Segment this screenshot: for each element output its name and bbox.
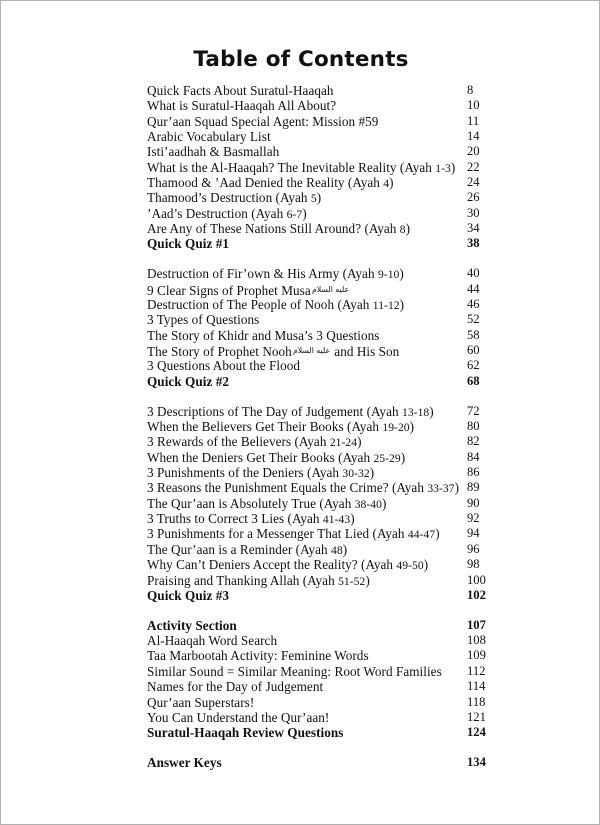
toc-entry-label: 3 Truths to Correct 3 Lies (Ayah 41-43) [147, 511, 355, 527]
toc-entry[interactable] [147, 542, 539, 557]
toc-entry[interactable] [147, 312, 539, 327]
toc-entry[interactable] [147, 266, 539, 281]
ayah-number: 25-29 [373, 451, 401, 465]
ayah-number: 30-32 [342, 467, 370, 481]
toc-entry-page-number: 114 [467, 679, 486, 694]
toc-entry-label: 9 Clear Signs of Prophet Musaعليه السلام [147, 282, 349, 298]
toc-entry[interactable] [147, 297, 539, 312]
toc-entry-page-number: 24 [467, 175, 480, 190]
toc-entry[interactable] [147, 343, 539, 358]
toc-entry-page-number: 80 [467, 419, 480, 434]
toc-entry-label: Names for the Day of Judgement [147, 679, 324, 695]
toc-entry[interactable] [147, 496, 539, 511]
toc-section [147, 83, 539, 252]
toc-entry-label: Quick Quiz #3 [147, 587, 229, 603]
toc-entry[interactable] [147, 419, 539, 434]
toc-entry[interactable] [147, 221, 539, 236]
toc-entry-label: What is the Al-Haaqah? The Inevitable Reality (Ayah 1-3) [147, 159, 456, 175]
toc-entry[interactable] [147, 160, 539, 175]
toc-entry-label: 3 Punishments for a Messenger That Lied (Ayah 44-47) [147, 526, 440, 542]
toc-entry-page-number: 30 [467, 205, 480, 220]
ayah-number: 41-43 [322, 513, 351, 527]
toc-entry-page-number: 100 [467, 572, 486, 587]
toc-entry-label: Taa Marbootah Activity: Feminine Words [147, 648, 369, 664]
toc-entry-label: Answer Keys [147, 755, 222, 771]
toc-entry-page-number: 26 [467, 190, 480, 205]
toc-section [147, 404, 539, 603]
toc-entry[interactable] [147, 710, 539, 725]
ayah-number: 51-52 [338, 574, 366, 588]
toc-entry[interactable] [147, 374, 539, 389]
toc-entry-page-number: 40 [467, 266, 480, 281]
toc-entry-label: 3 Reasons the Punishment Equals the Crime? (Ayah 33-37) [147, 480, 460, 496]
toc-entry[interactable] [147, 190, 539, 205]
ayah-number: 33-37 [427, 482, 455, 496]
toc-entry-label: Why Can’t Deniers Accept the Reality? (Ayah 49-50) [147, 557, 429, 573]
toc-entry-page-number: 38 [467, 236, 480, 251]
toc-entry-label: You Can Understand the Qur’aan! [147, 709, 330, 725]
toc-entry-label: Suratul-Haaqah Review Questions [147, 725, 344, 741]
toc-entry-page-number: 118 [467, 694, 486, 709]
toc-entry[interactable] [147, 98, 539, 113]
toc-entry-page-number: 90 [467, 495, 480, 510]
toc-entry-page-number: 44 [467, 281, 480, 296]
toc-entry-label: Destruction of Fir’own & His Army (Ayah 9-10) [147, 266, 404, 282]
page-title: Table of Contents [193, 47, 409, 72]
toc-entry-page-number: 112 [467, 663, 486, 678]
toc-entry[interactable] [147, 114, 539, 129]
toc-entry[interactable] [147, 83, 539, 98]
toc-entry-label: 3 Types of Questions [147, 312, 260, 328]
toc-entry-label: When the Deniers Get Their Books (Ayah 25-29) [147, 449, 406, 465]
ayah-number: 9-10 [377, 268, 400, 282]
toc-entry[interactable] [147, 695, 539, 710]
toc-entry[interactable] [147, 328, 539, 343]
toc-entry-label: Arabic Vocabulary List [147, 129, 271, 145]
toc-entry-label: ’Aad’s Destruction (Ayah 6-7) [147, 205, 307, 221]
toc-entry-page-number: 134 [467, 755, 486, 770]
toc-entry-page-number: 86 [467, 465, 480, 480]
toc-entry-page-number: 107 [467, 617, 486, 632]
toc-entry-label: Al-Haaqah Word Search [147, 633, 278, 649]
toc-entry-page-number: 84 [467, 449, 480, 464]
toc-entry-page-number: 92 [467, 511, 480, 526]
toc-entry[interactable] [147, 404, 539, 419]
ayah-number: 6-7 [286, 207, 303, 221]
toc-entry[interactable] [147, 236, 539, 251]
toc-entry-page-number: 14 [467, 129, 480, 144]
toc-entry-page-number: 89 [467, 480, 480, 495]
toc-entry-label: The Qur’aan is Absolutely True (Ayah 38-40) [147, 495, 387, 511]
toc-entry[interactable] [147, 679, 539, 694]
toc-entry-page-number: 68 [467, 373, 480, 388]
ayah-number: 5 [310, 192, 317, 206]
toc-entry-page-number: 11 [467, 113, 480, 128]
toc-entry-page-number: 72 [467, 403, 480, 418]
toc-entry-label: The Story of Khidr and Musa’s 3 Questions [147, 327, 380, 343]
toc-entry[interactable] [147, 573, 539, 588]
toc-entry-label: Qur’aan Squad Special Agent: Mission #59 [147, 113, 379, 129]
toc-entry-label: Quick Facts About Suratul-Haaqah [147, 83, 334, 98]
toc-entry-label: The Story of Prophet Noohعليه السلام and His Son [147, 344, 400, 360]
ayah-number: 8 [399, 223, 406, 237]
toc-entry[interactable] [147, 618, 539, 633]
toc-entry-page-number: 34 [467, 221, 480, 236]
toc-entry-page-number: 102 [467, 587, 486, 602]
toc-entry[interactable] [147, 144, 539, 159]
toc-entry-label: Are Any of These Nations Still Around? (Ayah 8) [147, 221, 411, 237]
toc-entry-page-number: 98 [467, 557, 480, 572]
ayah-number: 19-20 [382, 421, 410, 435]
toc-entry-label: Destruction of The People of Nooh (Ayah 11-12) [147, 297, 405, 313]
toc-entry-label: Thamood’s Destruction (Ayah 5) [147, 190, 322, 206]
toc-entry[interactable] [147, 511, 539, 526]
toc-entry-label: Praising and Thanking Allah (Ayah 51-52) [147, 572, 370, 588]
toc-entry[interactable] [147, 282, 539, 297]
ayah-number: 4 [383, 177, 390, 191]
toc-entry-page-number: 8 [467, 83, 474, 97]
ayah-number: 38-40 [354, 497, 383, 511]
toc-entry-label: Quick Quiz #2 [147, 373, 229, 389]
toc-entry[interactable] [147, 526, 539, 541]
toc-entry[interactable] [147, 633, 539, 648]
toc-entry-page-number: 124 [467, 725, 486, 740]
toc-entry-label: What is Suratul-Haaqah All About? [147, 98, 337, 114]
toc-entry-page-number: 96 [467, 541, 480, 556]
ayah-number: 13-18 [401, 405, 430, 419]
toc-entry[interactable] [147, 648, 539, 663]
honorific-alayhis-salaam-icon: عليه السلام [311, 283, 349, 294]
toc-entry-page-number: 82 [467, 434, 480, 449]
ayah-number: 44-47 [407, 528, 436, 542]
toc-entry-list [147, 83, 539, 770]
toc-entry[interactable] [147, 129, 539, 144]
toc-entry-page-number: 62 [467, 358, 480, 373]
toc-entry-label: 3 Descriptions of The Day of Judgement (Ayah 13-18) [147, 403, 434, 419]
toc-section [147, 266, 539, 389]
toc-section [147, 755, 539, 770]
toc-entry-page-number: 46 [467, 297, 480, 312]
toc-entry-label: Similar Sound = Similar Meaning: Root Word Families [147, 663, 442, 679]
toc-entry[interactable] [147, 755, 539, 770]
toc-entry-page-number: 108 [467, 633, 486, 648]
ayah-number: 49-50 [396, 559, 424, 573]
toc-entry-label: Thamood & ’Aad Denied the Reality (Ayah 4) [147, 175, 394, 191]
toc-entry-label: 3 Questions About the Flood [147, 358, 301, 374]
toc-entry-page-number: 10 [467, 98, 480, 113]
toc-entry[interactable] [147, 557, 539, 572]
toc-entry-page-number: 20 [467, 144, 480, 159]
honorific-alayhis-salaam-icon: عليه السلام [292, 345, 330, 356]
toc-entry-page-number: 121 [467, 709, 486, 724]
toc-entry-label: 3 Punishments of the Deniers (Ayah 30-32) [147, 465, 375, 481]
toc-entry-page-number: 109 [467, 648, 486, 663]
toc-entry[interactable] [147, 434, 539, 449]
toc-entry[interactable] [147, 664, 539, 679]
ayah-number: 11-12 [372, 299, 400, 313]
toc-entry[interactable] [147, 175, 539, 190]
ayah-number: 21-24 [329, 436, 358, 450]
toc-entry-label: Activity Section [147, 617, 237, 633]
toc-entry[interactable] [147, 480, 539, 495]
toc-entry-label: The Qur’aan is a Reminder (Ayah 48) [147, 541, 348, 557]
toc-entry-page-number: 94 [467, 526, 480, 541]
toc-entry-page-number: 52 [467, 312, 480, 327]
toc-entry-label: Quick Quiz #1 [147, 236, 229, 252]
toc-entry-page-number: 58 [467, 327, 480, 342]
toc-entry[interactable] [147, 450, 539, 465]
toc-entry[interactable] [147, 206, 539, 221]
toc-entry[interactable] [147, 725, 539, 740]
toc-entry-label: 3 Rewards of the Believers (Ayah 21-24) [147, 434, 362, 450]
ayah-number: 1-3 [435, 161, 451, 175]
toc-entry-label: When the Believers Get Their Books (Ayah 19-20) [147, 419, 415, 435]
toc-entry-page-number: 60 [467, 343, 480, 358]
toc-entry[interactable] [147, 588, 539, 603]
toc-entry-label: Qur’aan Superstars! [147, 694, 255, 710]
toc-entry[interactable] [147, 465, 539, 480]
toc-entry-label: Isti’aadhah & Basmallah [147, 144, 280, 160]
ayah-number: 48 [330, 543, 343, 557]
toc-entry[interactable] [147, 358, 539, 373]
toc-section [147, 618, 539, 741]
toc-entry-page-number: 22 [467, 159, 480, 174]
